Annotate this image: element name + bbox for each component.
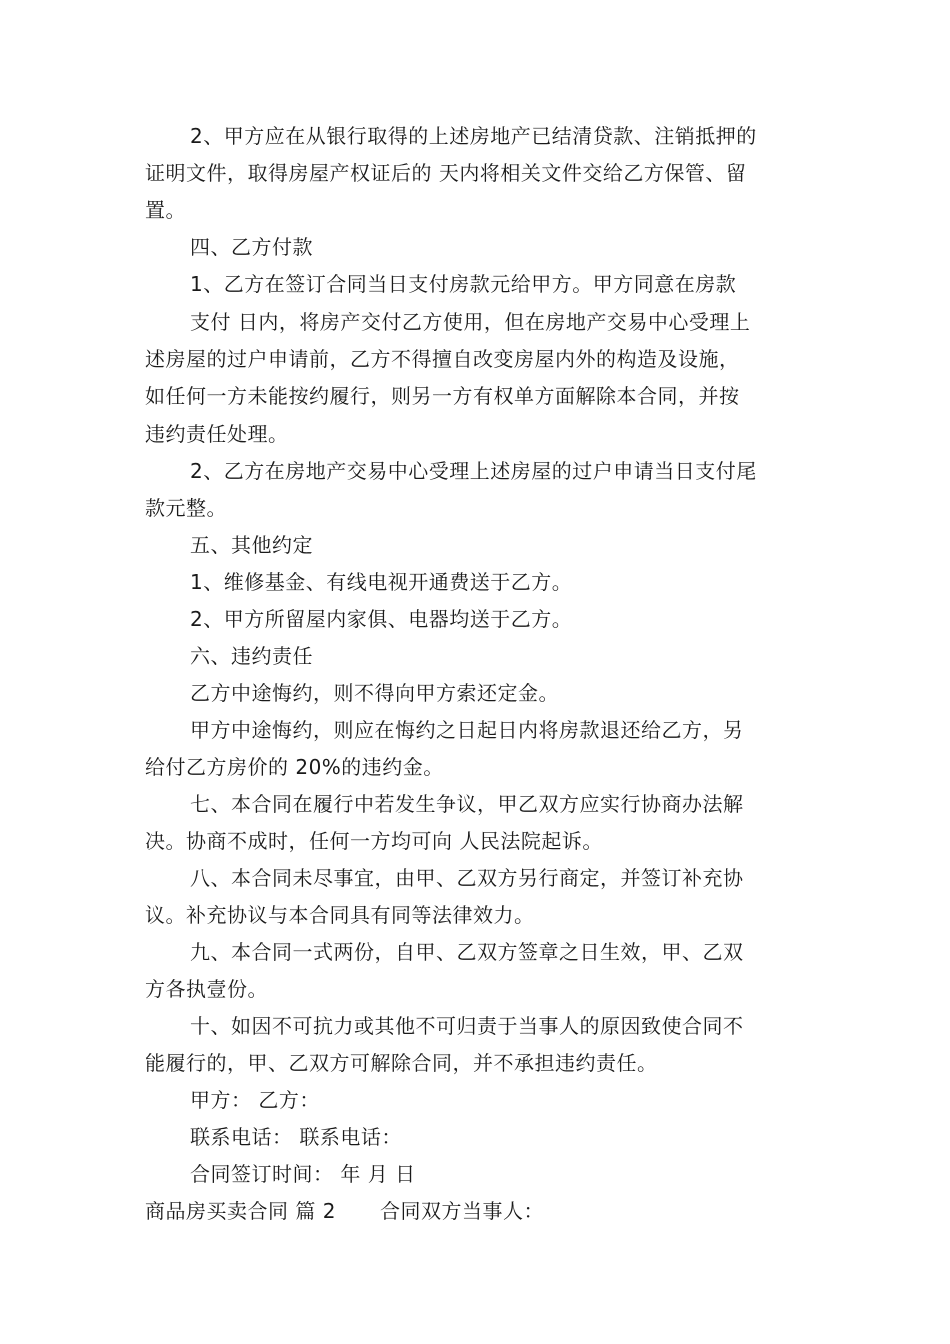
paragraph-line: 1、维修基金、有线电视开通费送于乙方。 — [190, 570, 573, 594]
paragraph-line: 十、如因不可抗力或其他不可归责于当事人的原因致使合同不 — [190, 1014, 744, 1038]
paragraph-line: 七、本合同在履行中若发生争议，甲乙双方应实行协商办法解 — [190, 792, 744, 816]
paragraph-line: 甲方中途悔约，则应在悔约之日起日内将房款退还给乙方，另 — [190, 718, 744, 742]
paragraph-line: 2、甲方所留屋内家俱、电器均送于乙方。 — [190, 607, 573, 631]
paragraph-line: 决。协商不成时，任何一方均可向 人民法院起诉。 — [145, 829, 603, 853]
paragraph-line: 议。补充协议与本合同具有同等法律效力。 — [145, 903, 535, 927]
paragraph-line: 款元整。 — [145, 496, 227, 520]
paragraph-line: 乙方中途悔约，则不得向甲方索还定金。 — [190, 681, 559, 705]
next-contract-parties: 合同双方当事人： — [379, 1199, 544, 1223]
section-heading: 四、乙方付款 — [190, 235, 313, 259]
signature-line-phone: 联系电话： 联系电话： — [190, 1125, 402, 1149]
signature-line-date: 合同签订时间： 年 月 日 — [190, 1162, 416, 1186]
paragraph-line: 证明文件，取得房屋产权证后的 天内将相关文件交给乙方保管、留 — [145, 161, 747, 185]
section-heading: 五、其他约定 — [190, 533, 313, 557]
paragraph-line: 方各执壹份。 — [145, 977, 268, 1001]
paragraph-line: 违约责任处理。 — [145, 422, 289, 446]
paragraph-line: 置。 — [145, 198, 186, 222]
section-heading: 六、违约责任 — [190, 644, 313, 668]
paragraph-line: 支付 日内，将房产交付乙方使用，但在房地产交易中心受理上 — [190, 310, 751, 334]
paragraph-line: 2、甲方应在从银行取得的上述房地产已结清贷款、注销抵押的 — [190, 124, 757, 148]
signature-line-parties: 甲方： 乙方： — [190, 1088, 320, 1112]
next-contract-title: 商品房买卖合同 篇 2 — [145, 1199, 336, 1223]
paragraph-line: 能履行的，甲、乙双方可解除合同，并不承担违约责任。 — [145, 1051, 658, 1075]
paragraph-line: 如任何一方未能按约履行，则另一方有权单方面解除本合同，并按 — [145, 384, 740, 408]
next-contract-heading — [145, 1197, 825, 1225]
paragraph-line: 九、本合同一式两份，自甲、乙双方签章之日生效，甲、乙双 — [190, 940, 744, 964]
paragraph-line: 八、本合同未尽事宜，由甲、乙双方另行商定，并签订补充协 — [190, 866, 744, 890]
paragraph-line: 述房屋的过户申请前，乙方不得擅自改变房屋内外的构造及设施， — [145, 347, 740, 371]
paragraph-line: 2、乙方在房地产交易中心受理上述房屋的过户申请当日支付尾 — [190, 459, 757, 483]
paragraph-line: 1、乙方在签订合同当日支付房款元给甲方。甲方同意在房款 — [190, 272, 737, 296]
paragraph-line: 给付乙方房价的 20%的违约金。 — [145, 755, 444, 779]
